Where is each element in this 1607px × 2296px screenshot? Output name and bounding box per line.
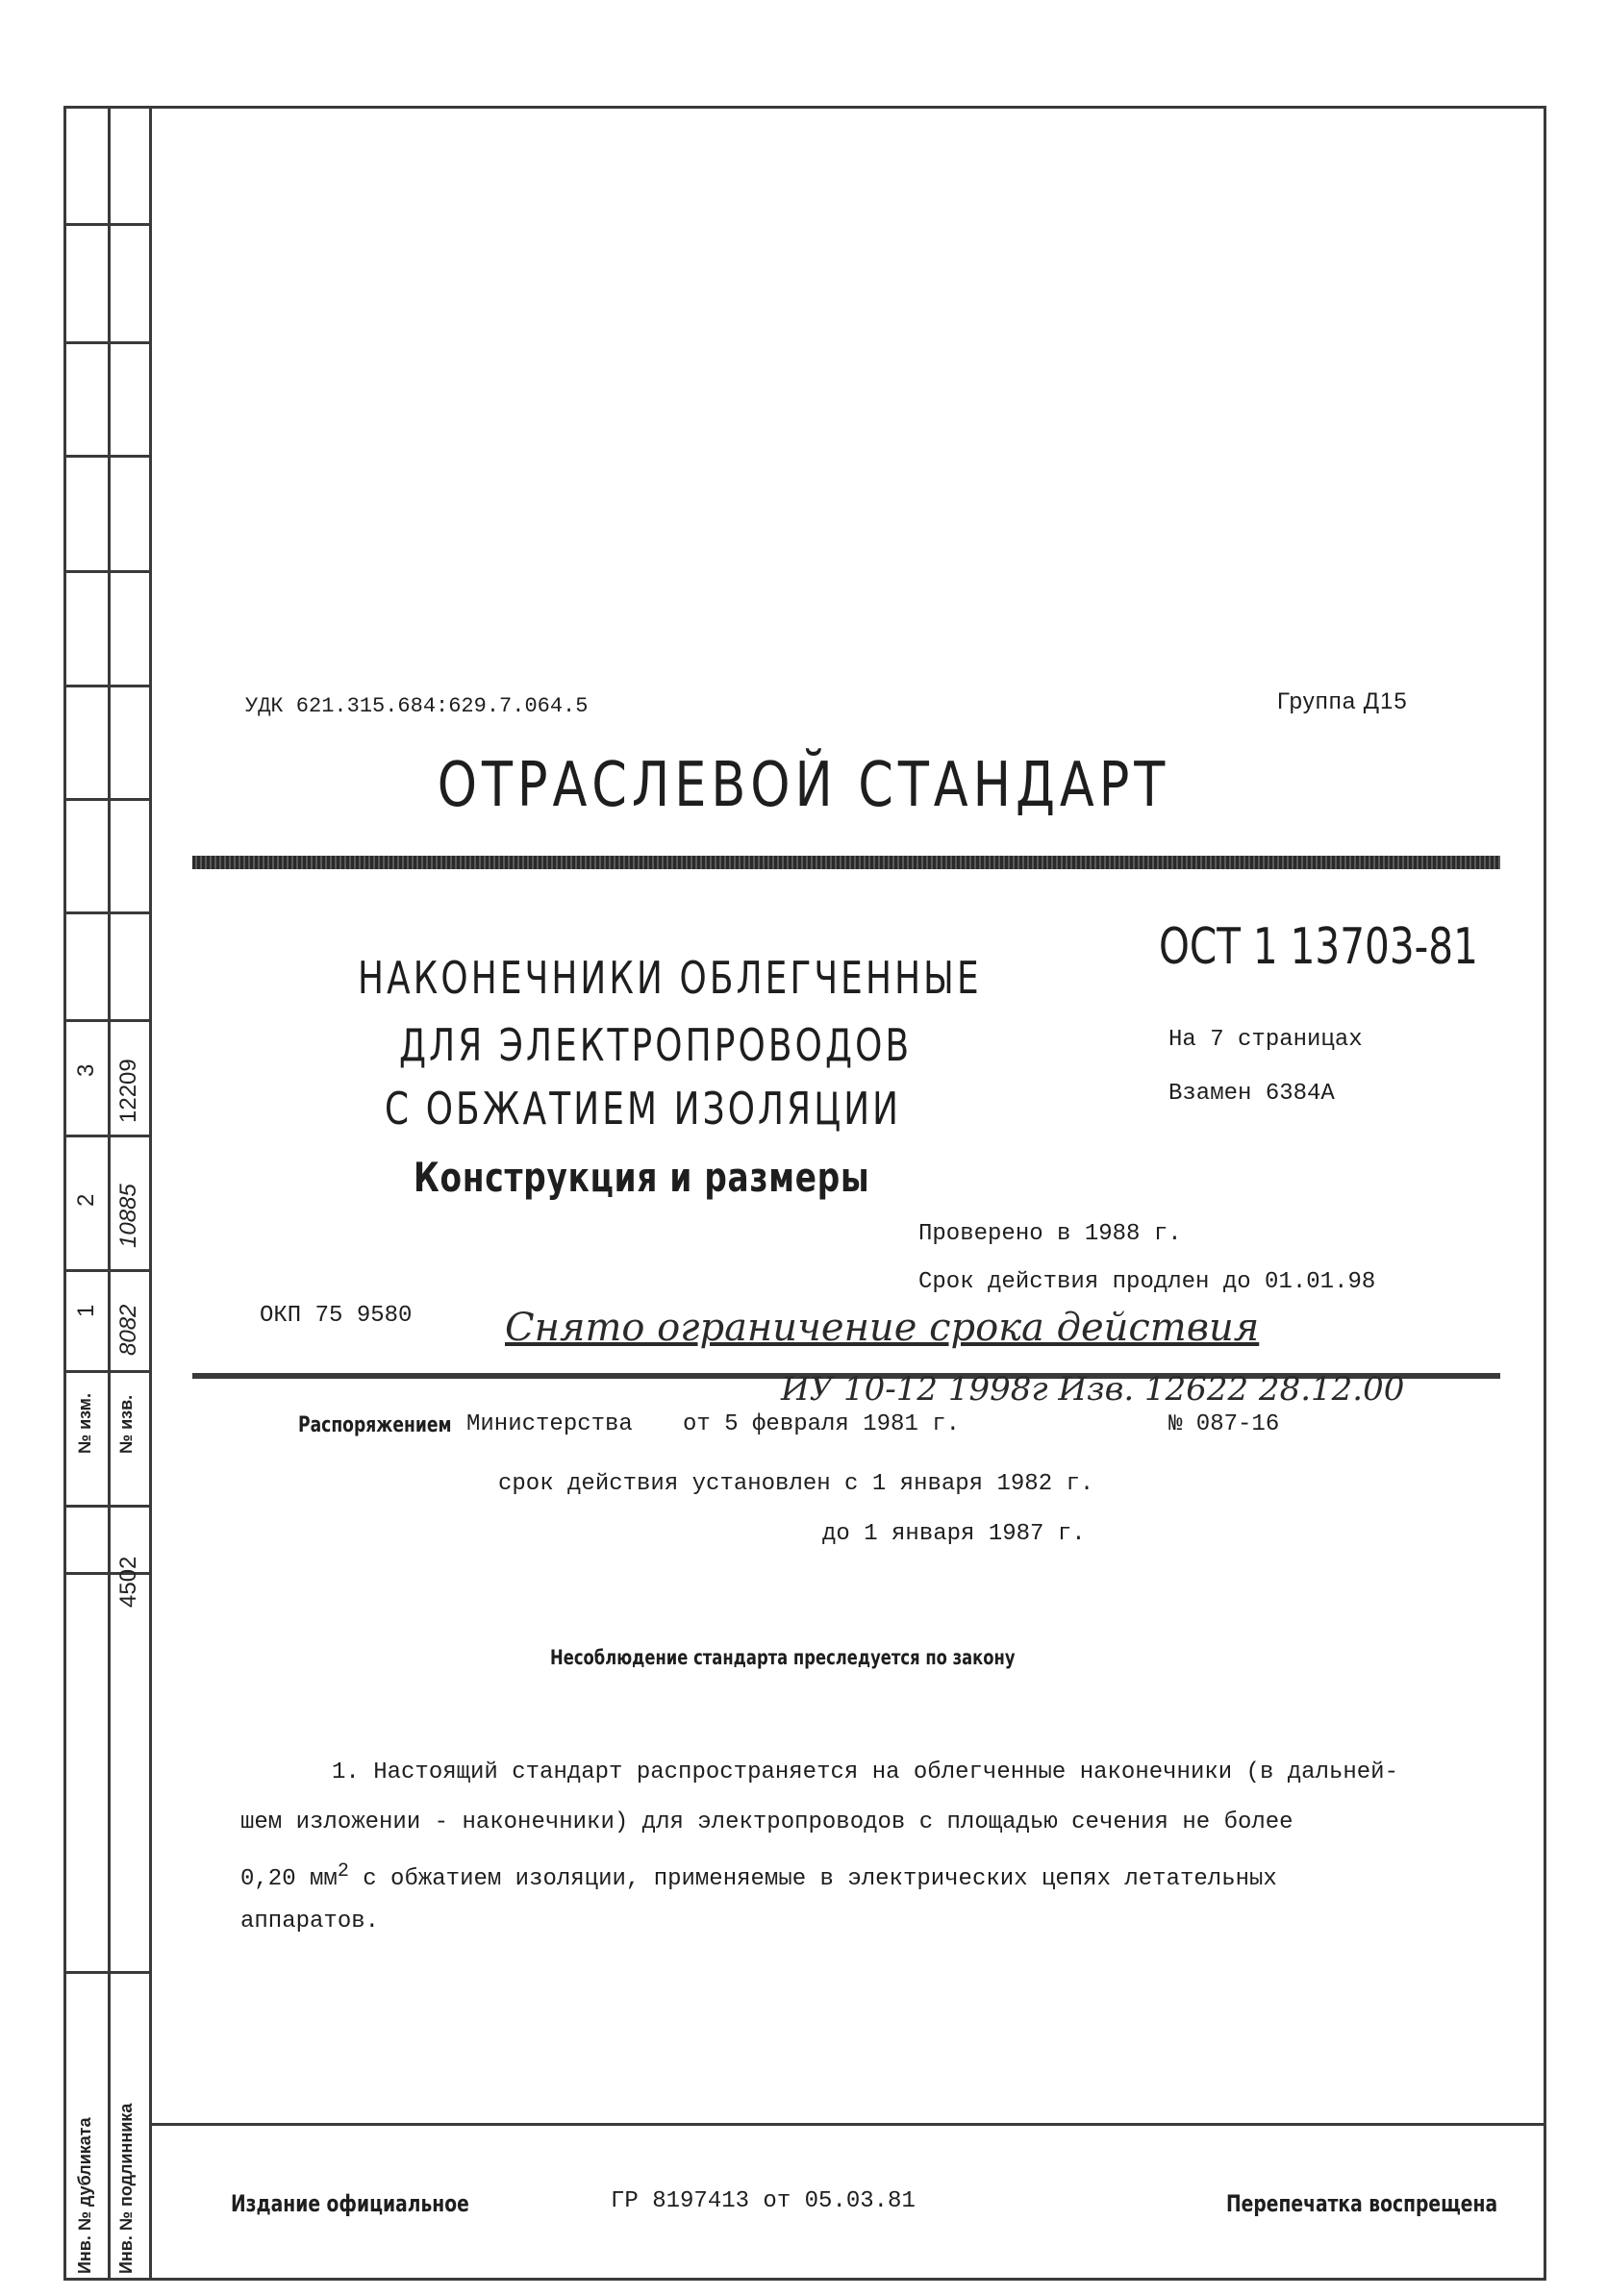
- standard-name-line-2: ДЛЯ ЭЛЕКТРОПРОВОДОВ: [399, 1019, 913, 1071]
- margin-divider-2: [149, 106, 152, 2281]
- margin-cell-line: [63, 1370, 150, 1373]
- margin-cell-line: [63, 1019, 150, 1022]
- decree-label: Распоряжением: [298, 1413, 452, 1437]
- decree-ministry: Министерства: [466, 1411, 633, 1437]
- margin-divider-1: [108, 106, 111, 2281]
- margin-cell-line: [63, 1269, 150, 1272]
- legal-notice: Несоблюдение стандарта преследуется по закону: [550, 1646, 1016, 1669]
- decree-valid-from: срок действия установлен с 1 января 1982 г.: [498, 1471, 1094, 1497]
- margin-cell-line: [63, 223, 150, 226]
- paragraph-line-3-start: 0,20 мм: [240, 1866, 338, 1892]
- decree-date: от 5 февраля 1981 г.: [683, 1411, 961, 1437]
- margin-cell-line: [63, 798, 150, 801]
- margin-change-1: 1: [73, 1304, 99, 1317]
- paragraph-line-4: аппаратов.: [240, 1909, 380, 1934]
- margin-cell-line: [63, 455, 150, 458]
- handwritten-note-line-2: ИУ 10-12 1998г Изв. 12622 28.12.00: [781, 1370, 1405, 1409]
- paragraph-line-3: [240, 1860, 1277, 1892]
- decree-number: № 087-16: [1168, 1411, 1280, 1437]
- margin-change-2: 2: [73, 1193, 99, 1207]
- margin-cell-line: [63, 1971, 150, 1974]
- standard-name-line-1: НАКОНЕЧНИКИ ОБЛЕГЧЕННЫЕ: [358, 952, 982, 1004]
- margin-cell-line: [63, 570, 150, 573]
- group-code: Группа Д15: [1277, 688, 1408, 714]
- replaces-note: Взамен 6384А: [1168, 1081, 1335, 1107]
- standard-name-line-3: С ОБЖАТИЕМ ИЗОЛЯЦИИ: [385, 1083, 902, 1135]
- footer-official: Издание официальное: [231, 2190, 469, 2217]
- margin-notice-2: 10885: [115, 1184, 141, 1248]
- footer-rule: [149, 2123, 1546, 2126]
- footer-reprint: Перепечатка воспрещена: [1226, 2190, 1498, 2217]
- margin-cell-line: [63, 685, 150, 687]
- paragraph-line-1: 1. Настоящий стандарт распространяется на облегченные наконечники (в дальней-: [332, 1759, 1398, 1785]
- margin-notice-3: 12209: [115, 1059, 141, 1123]
- standard-code: ОСТ 1 13703-81: [1159, 918, 1478, 976]
- margin-duplicate-number: 4502: [115, 1556, 141, 1608]
- paragraph-line-2: шем изложении - наконечники) для электропроводов с площадью сечения не более: [240, 1809, 1293, 1835]
- margin-duplicate-label: Инв. № дубликата: [75, 2117, 94, 2274]
- checked-note: Проверено в 1988 г.: [918, 1221, 1182, 1247]
- handwritten-note-line-1: Снято ограничение срока действия: [505, 1306, 1260, 1350]
- margin-cell-line: [63, 1135, 150, 1137]
- footer-registration: ГР 8197413 от 05.03.81: [611, 2188, 916, 2214]
- udk-code: УДК 621.315.684:629.7.064.5: [245, 694, 589, 718]
- margin-change-3: 3: [73, 1063, 99, 1077]
- document-title: ОТРАСЛЕВОЙ СТАНДАРТ: [437, 750, 1170, 821]
- okp-code: ОКП 75 9580: [260, 1303, 413, 1329]
- margin-notice-label: № изв.: [116, 1394, 136, 1454]
- standard-subtitle: Конструкция и размеры: [414, 1154, 870, 1201]
- margin-cell-line: [63, 341, 150, 344]
- margin-notice-1: 8082: [115, 1304, 141, 1356]
- margin-original-label: Инв. № подлинника: [116, 2103, 136, 2274]
- margin-cell-line: [63, 911, 150, 914]
- extended-note: Срок действия продлен до 01.01.98: [918, 1269, 1376, 1295]
- title-rule: [192, 856, 1500, 869]
- margin-cell-line: [63, 1505, 150, 1508]
- page-count: На 7 страницах: [1168, 1027, 1363, 1053]
- superscript-2: 2: [337, 1860, 349, 1883]
- margin-change-label: № изм.: [75, 1393, 94, 1454]
- paragraph-line-3-end: с обжатием изоляции, применяемые в электрических цепях летательных: [348, 1866, 1277, 1892]
- decree-valid-to: до 1 января 1987 г.: [822, 1521, 1086, 1547]
